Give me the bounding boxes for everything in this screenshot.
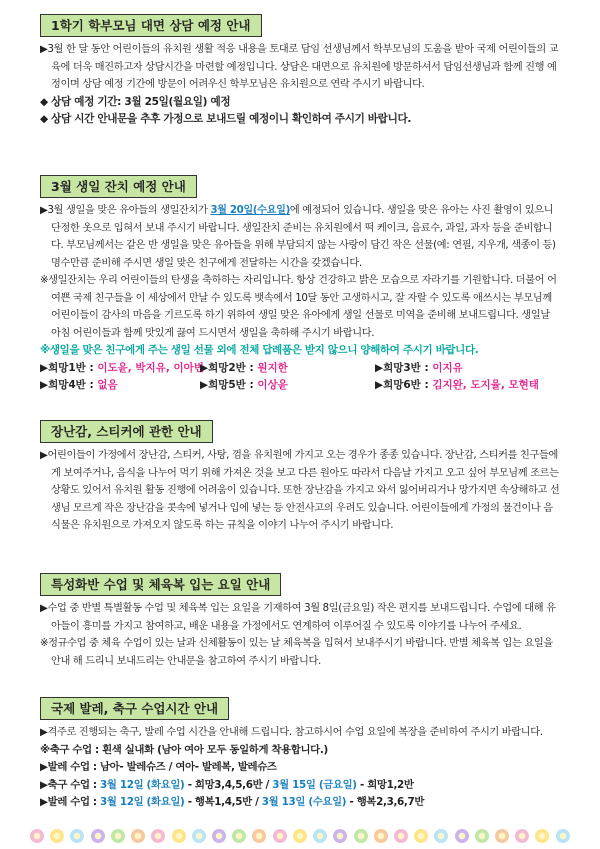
birthday-row-2 — [40, 377, 560, 394]
flower-icon — [111, 829, 125, 843]
toys-text: ▶어린이들이 가정에서 장난감, 스티커, 사탕, 껌을 유치원에 가지고 오는 경우가 종종 있습니다. 장난감, 스티커를 친구들에게 보여주거나, 음식을 나누어 먹기 위해 가져온 것을 보고 다른 원아도 따라서 다음날 가지고 오고 싶어 부모님께 조르는 상황도 있어서 유치원 활동 진행에 어려움이 있습니다. 또한 장난감을 가지고 와서 잃어버리거나 망가지면 속상해하고 선생님 모르게 작은 장난감을 콧속에 넣거나 입에 넣는 등 안전사고의 우려도 있습니다. 어린이들에게 가정의 물건이나 음식물은 유치원으로 가져오지 않도록 하는 규칙을 이야기 나누어 주시기 바랍니다. — [40, 450, 560, 531]
special-class-text: ▶수업 중 반별 특별활동 수업 및 체육복 입는 요일을 기재하여 3월 8일(금요일) 작은 편지를 보내드립니다. 수업에 대해 유아들이 흥미를 가지고 참여하고, 배운 내용을 가정에서도 연계하여 이루어질 수 있도록 이야기를 나누어 주세요. — [40, 603, 556, 632]
flower-icon — [91, 829, 105, 843]
birthday-row-1 — [40, 360, 560, 377]
consultation-text: ▶3월 한 달 동안 어린이들의 유치원 생활 적응 내용을 토대로 담임 선생님께서 학부모님의 도움을 받아 국제 어린이들의 교육에 더욱 매진하고자 상담시간을 마련할 예정입니다. 상담은 대면으로 유치원에 방문하셔서 담임선생님과 함께 진행 예정이며 상담 예정 기간에 방문이 어려우신 학부모님은 유치원으로 연락 주시기 바랍니다. — [40, 44, 559, 90]
birthday-wish-text: ※생일잔치는 우리 어린이들의 탄생을 축하하는 자리입니다. 항상 건강하고 밝은 모습으로 자라기를 기원합니다. 더불어 어여쁜 국제 친구들을 이 세상에서 만날 수 있도록 뱃속에서 10달 동안 고생하시고, 잘 자랄 수 있도록 애쓰시는 부모님께 어린이들이 감사의 마음을 기르도록 하기 위하여 생일 맞은 유아에게 생일 선물로 미역을 준비해 보내드립니다. 생일날 아침 어린이들과 함께 맛있게 끓여 드시면서 생일을 축하해 주시기 바랍니다. — [40, 275, 557, 339]
flower-icon — [252, 829, 266, 843]
flower-icon — [232, 829, 246, 843]
flower-icon — [556, 829, 570, 843]
class-4-birthdays: ▶희망4반 : 없음 — [40, 378, 118, 391]
class-3-birthdays: ▶희망3반 : 이지유 — [375, 361, 463, 374]
consultation-period: ◆ 상담 예정 기간: 3월 25일(월요일) 예정 — [40, 95, 231, 108]
ballet-dress: ▶발레 수업 : 남아- 발레슈즈 / 여아- 발레복, 발레슈즈 — [40, 761, 277, 773]
flower-icon — [293, 829, 307, 843]
pe-uniform-text: ※정규수업 중 체육 수업이 있는 날과 신체활동이 있는 날 체육복을 입혀서 보내주시기 바랍니다. 반별 체육복 입는 요일을 안내 해 드리니 보내드리는 안내문을 참고하여 주시기 바랍니다. — [40, 638, 553, 667]
section-toys — [40, 420, 560, 535]
flower-icon — [70, 829, 84, 843]
birthday-text-b: 에 예정되어 있습니다. 생일을 맞은 유아는 사진 촬영이 있으니 단정한 옷으로 입혀서 보내 주시기 바랍니다. 생일잔치 준비는 유치원에서 떡 케이크, 음료수, 과일, 과자 등을 준비합니다. 부모님께서는 같은 반 생일을 맞은 유아들을 위해 부담되지 않는 사랑이 담긴 작은 선물(예: 연필, 지우개, 색종이 등) 명수만큼 준비해 주시면 생일 맞은 친구에게 전달하는 시간을 갖겠습니다. — [51, 205, 556, 269]
soccer-schedule: ▶축구 수업 : 3월 12일 (화요일) - 희망3,4,5,6반 / 3월 15일 (금요일) - 희망1,2반 — [40, 778, 414, 791]
flower-icon — [313, 829, 327, 843]
class-5-birthdays: ▶희망5반 : 이상윤 — [200, 378, 288, 391]
section-title: 국제 발레, 축구 수업시간 안내 — [40, 697, 229, 720]
birthday-text — [40, 202, 560, 272]
flower-icon — [495, 829, 509, 843]
consultation-notice: ◆ 상담 시간 안내문을 추후 가정으로 보내드릴 예정이니 확인하여 주시기 바랍니다. — [40, 113, 412, 125]
section-title: 특성화반 수업 및 체육복 입는 요일 안내 — [40, 573, 281, 596]
flower-border — [30, 829, 570, 843]
flower-icon — [414, 829, 428, 843]
section-consultation — [40, 14, 560, 129]
flower-icon — [212, 829, 226, 843]
section-title: 1학기 학부모님 대면 상담 예정 안내 — [40, 14, 262, 37]
flower-icon — [354, 829, 368, 843]
flower-icon — [151, 829, 165, 843]
flower-icon — [394, 829, 408, 843]
ballet-soccer-text: ▶격주로 진행되는 축구, 발레 수업 시간을 안내해 드립니다. 참고하시어 수업 요일에 복장을 준비하여 주시기 바랍니다. — [40, 727, 543, 738]
class-2-birthdays: ▶희망2반 : 원지한 — [200, 361, 288, 374]
flower-icon — [192, 829, 206, 843]
soccer-dress: ※축구 수업 : 흰색 실내화 (남아 여아 모두 동일하게 착용합니다.) — [40, 743, 328, 756]
flower-icon — [131, 829, 145, 843]
ballet-schedule: ▶발레 수업 : 3월 12일 (화요일) - 행복1,4,5반 / 3월 13일 (수요일) - 행복2,3,6,7반 — [40, 796, 425, 808]
flower-icon — [50, 829, 64, 843]
flower-icon — [374, 829, 388, 843]
flower-icon — [434, 829, 448, 843]
section-title: 장난감, 스티커에 관한 안내 — [40, 420, 213, 443]
section-title: 3월 생일 잔치 예정 안내 — [40, 175, 197, 198]
birthday-text-a: ▶3월 생일을 맞은 유아들의 생일잔치가 — [40, 205, 211, 216]
flower-icon — [30, 829, 44, 843]
section-ballet-soccer — [40, 697, 560, 812]
flower-icon — [515, 829, 529, 843]
gift-note: ※생일을 맞은 친구에게 주는 생일 선물 외에 전체 답례품은 받지 않으니 양해하여 주시기 바랍니다. — [40, 344, 479, 356]
section-birthday — [40, 175, 560, 394]
class-1-birthdays: ▶희망1반 : 이도윤, 박지유, 이아빈 — [40, 361, 204, 374]
class-6-birthdays: ▶희망6반 : 김지완, 도지율, 모현태 — [375, 378, 539, 391]
section-special-class — [40, 573, 560, 670]
flower-icon — [475, 829, 489, 843]
flower-icon — [333, 829, 347, 843]
flower-icon — [172, 829, 186, 843]
flower-icon — [273, 829, 287, 843]
birthday-date: 3월 20일(수요일) — [210, 205, 290, 216]
flower-icon — [455, 829, 469, 843]
flower-icon — [535, 829, 549, 843]
